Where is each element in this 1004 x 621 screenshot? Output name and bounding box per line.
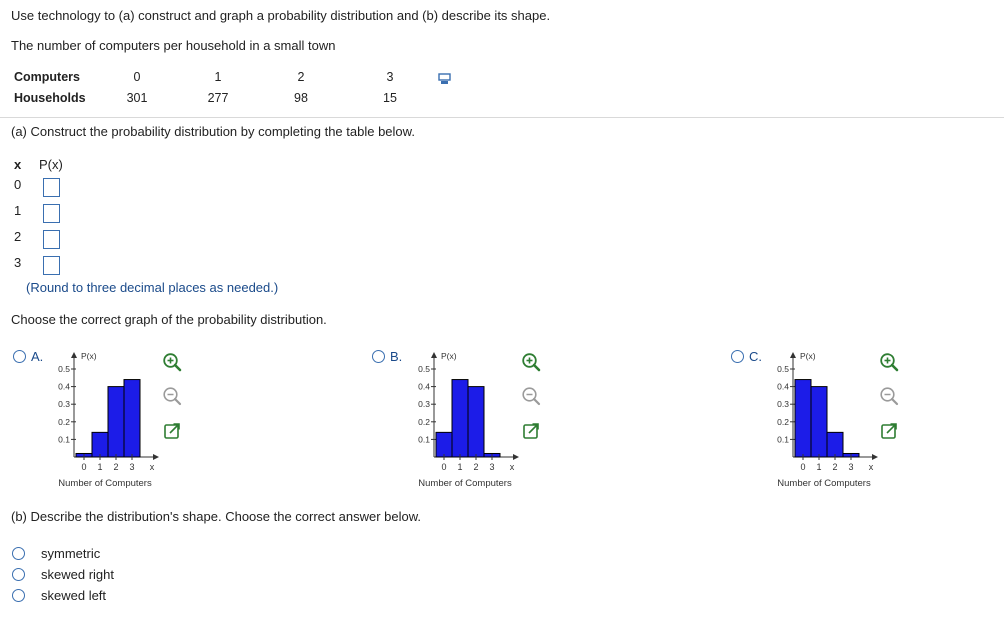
option-a-radio[interactable] bbox=[13, 350, 26, 363]
computers-row-label: Computers bbox=[14, 70, 80, 84]
households-value: 15 bbox=[383, 91, 397, 105]
y-axis-arrow bbox=[431, 352, 437, 358]
x-tick-label: 2 bbox=[832, 462, 838, 472]
y-tick-label: 0.3 bbox=[58, 399, 70, 410]
x-value: 2 bbox=[14, 229, 22, 244]
histogram-bar bbox=[124, 380, 140, 457]
y-tick-label: 0.1 bbox=[418, 434, 430, 445]
zoom-out-icon[interactable] bbox=[879, 386, 899, 406]
option-c-radio[interactable] bbox=[731, 350, 744, 363]
x-tick-label: 1 bbox=[97, 462, 103, 472]
part-b-prompt: (b) Describe the distribution's shape. Choose the correct answer below. bbox=[11, 509, 422, 524]
y-axis-label: P(x) bbox=[441, 351, 457, 361]
x-tick-label: 0 bbox=[441, 462, 447, 472]
y-axis-label: P(x) bbox=[81, 351, 97, 361]
x-tick-label: 1 bbox=[457, 462, 463, 472]
y-axis-label: P(x) bbox=[800, 351, 816, 361]
y-tick-label: 0.5 bbox=[777, 364, 789, 374]
households-value: 277 bbox=[207, 91, 229, 105]
y-tick-label: 0.2 bbox=[58, 416, 70, 427]
rounding-note: (Round to three decimal places as needed.) bbox=[26, 280, 279, 295]
x-tick-label: 3 bbox=[129, 462, 135, 472]
y-tick-label: 0.4 bbox=[777, 381, 789, 392]
probability-input-3[interactable] bbox=[43, 256, 60, 275]
x-axis-arrow bbox=[153, 454, 159, 460]
x-axis-title: Number of Computers bbox=[58, 478, 152, 489]
x-axis-end-label: x bbox=[509, 462, 515, 472]
histogram-bar bbox=[452, 380, 468, 457]
computers-value: 2 bbox=[297, 70, 305, 84]
option-b-histogram[interactable] bbox=[405, 348, 530, 493]
column-px-header: P(x) bbox=[39, 157, 63, 172]
histogram-bar bbox=[468, 387, 484, 457]
y-axis-arrow bbox=[790, 352, 796, 358]
zoom-in-icon[interactable] bbox=[879, 352, 899, 372]
histogram-bar bbox=[92, 432, 108, 457]
x-tick-label: 0 bbox=[800, 462, 806, 472]
option-a-histogram[interactable] bbox=[45, 348, 170, 493]
y-tick-label: 0.2 bbox=[418, 416, 430, 427]
column-x-header: x bbox=[14, 157, 22, 172]
histogram-bar bbox=[827, 432, 843, 457]
answer-label: skewed left bbox=[41, 588, 107, 603]
instruction-text: Use technology to (a) construct and graph a probability distribution and (b) describe its shape. bbox=[11, 8, 551, 23]
x-axis-title: Number of Computers bbox=[418, 478, 512, 489]
x-value: 1 bbox=[14, 203, 22, 218]
y-tick-label: 0.5 bbox=[418, 364, 430, 374]
x-tick-label: 2 bbox=[473, 462, 479, 472]
y-tick-label: 0.2 bbox=[777, 416, 789, 427]
answer-skewed-right-radio[interactable] bbox=[12, 568, 25, 581]
option-c-label: C. bbox=[749, 349, 762, 364]
y-tick-label: 0.3 bbox=[777, 399, 789, 410]
y-tick-label: 0.4 bbox=[58, 381, 70, 392]
probability-input-1[interactable] bbox=[43, 204, 60, 223]
histogram-bar bbox=[811, 387, 827, 457]
x-axis-end-label: x bbox=[868, 462, 874, 472]
copy-data-icon[interactable] bbox=[438, 73, 452, 85]
option-b-label: B. bbox=[390, 349, 403, 364]
x-axis-arrow bbox=[513, 454, 519, 460]
option-b-radio[interactable] bbox=[372, 350, 385, 363]
option-a-label: A. bbox=[31, 349, 44, 364]
x-tick-label: 1 bbox=[816, 462, 822, 472]
histogram-bar bbox=[436, 432, 452, 457]
answer-label: skewed right bbox=[41, 567, 114, 582]
part-a-prompt: (a) Construct the probability distribution by completing the table below. bbox=[11, 124, 415, 139]
section-divider bbox=[0, 117, 1004, 118]
data-subtitle: The number of computers per household in a small town bbox=[11, 38, 336, 53]
option-c-histogram[interactable] bbox=[764, 348, 889, 493]
households-row-label: Households bbox=[14, 91, 86, 105]
x-value: 0 bbox=[14, 177, 22, 192]
zoom-out-icon[interactable] bbox=[162, 386, 182, 406]
y-axis-arrow bbox=[71, 352, 77, 358]
x-value: 3 bbox=[14, 255, 22, 270]
x-tick-label: 3 bbox=[489, 462, 495, 472]
computers-value: 0 bbox=[133, 70, 141, 84]
graph-prompt: Choose the correct graph of the probability distribution. bbox=[11, 312, 327, 327]
households-value: 98 bbox=[294, 91, 308, 105]
answer-skewed-left-radio[interactable] bbox=[12, 589, 25, 602]
y-tick-label: 0.4 bbox=[418, 381, 430, 392]
y-tick-label: 0.1 bbox=[777, 434, 789, 445]
answer-symmetric-radio[interactable] bbox=[12, 547, 25, 560]
y-tick-label: 0.1 bbox=[58, 434, 70, 445]
open-in-new-window-icon[interactable] bbox=[162, 421, 182, 441]
zoom-out-icon[interactable] bbox=[521, 386, 541, 406]
households-value: 301 bbox=[126, 91, 148, 105]
answer-label: symmetric bbox=[41, 546, 101, 561]
probability-input-0[interactable] bbox=[43, 178, 60, 197]
histogram-bar bbox=[795, 380, 811, 457]
y-tick-label: 0.3 bbox=[418, 399, 430, 410]
histogram-bar bbox=[108, 387, 124, 457]
zoom-in-icon[interactable] bbox=[521, 352, 541, 372]
probability-input-2[interactable] bbox=[43, 230, 60, 249]
open-in-new-window-icon[interactable] bbox=[879, 421, 899, 441]
computers-value: 1 bbox=[214, 70, 222, 84]
computers-value: 3 bbox=[386, 70, 394, 84]
y-tick-label: 0.5 bbox=[58, 364, 70, 374]
open-in-new-window-icon[interactable] bbox=[521, 421, 541, 441]
x-axis-end-label: x bbox=[149, 462, 155, 472]
zoom-in-icon[interactable] bbox=[162, 352, 182, 372]
x-tick-label: 2 bbox=[113, 462, 119, 472]
x-axis-title: Number of Computers bbox=[777, 478, 871, 489]
x-tick-label: 0 bbox=[81, 462, 87, 472]
x-axis-arrow bbox=[872, 454, 878, 460]
x-tick-label: 3 bbox=[848, 462, 854, 472]
